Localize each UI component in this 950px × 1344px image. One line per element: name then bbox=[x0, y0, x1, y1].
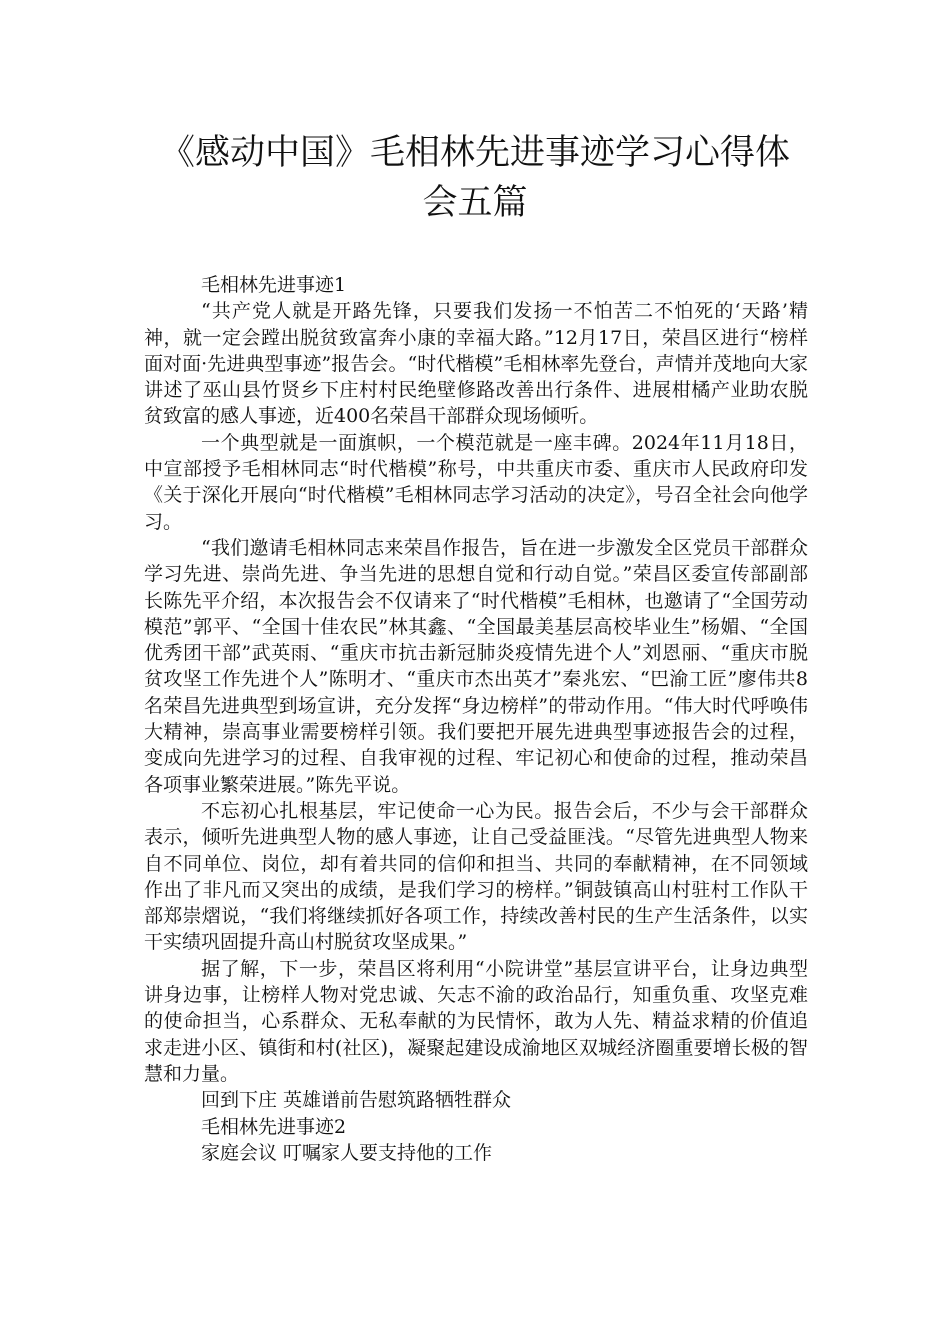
document-title bbox=[120, 128, 830, 228]
body-paragraph: 一个典型就是一面旗帜，一个模范就是一座丰碑。2024年11月18日，中宣部授予毛相林同志“时代楷模”称号，中共重庆市委、重庆市人民政府印发《关于深化开展向“时代楷模”毛相林同志学习活动的决定》，号召全社会向他学习。 bbox=[144, 431, 808, 533]
body-paragraph: 不忘初心扎根基层，牢记使命一心为民。报告会后，不少与会干部群众表示，倾听先进典型人物的感人事迹，让自己受益匪浅。“尽管先进典型人物来自不同单位、岗位，却有着共同的信仰和担当、共同的奉献精神，在不同领域作出了非凡而又突出的成绩，是我们学习的榜样。”铜鼓镇高山村驻村工作队干部郑崇熠说，“我们将继续抓好各项工作，持续改善村民的生产生活条件，以实干实绩巩固提升高山村脱贫攻坚成果。” bbox=[144, 799, 808, 954]
section-heading: 毛相林先进事迹1 bbox=[201, 274, 347, 296]
title-line-2: 会五篇 bbox=[422, 183, 528, 223]
subheading: 家庭会议 叮嘱家人要支持他的工作 bbox=[201, 1141, 493, 1164]
body-paragraph: “共产党人就是开路先锋，只要我们发扬一不怕苦二不怕死的‘天路’精神，就一定会蹚出脱贫致富奔小康的幸福大路。”12月17日，荣昌区进行“榜样面对面·先进典型事迹”报告会。“时代楷模”毛相林率先登台，声情并茂地向大家讲述了巫山县竹贤乡下庄村村民绝壁修路改善出行条件、进展柑橘产业助农脱贫致富的感人事迹，近400名荣昌干部群众现场倾听。 bbox=[144, 300, 808, 428]
subheading: 回到下庄 英雄谱前告慰筑路牺牲群众 bbox=[201, 1089, 512, 1112]
section-heading: 毛相林先进事迹2 bbox=[201, 1115, 347, 1138]
body-paragraph: “我们邀请毛相林同志来荣昌作报告，旨在进一步激发全区党员干部群众学习先进、崇尚先进、争当先进的思想自觉和行动自觉。”荣昌区委宣传部副部长陈先平介绍，本次报告会不仅请来了“时代楷模”毛相林，也邀请了“全国劳动模范”郭平、“全国十佳农民”林其鑫、“全国最美基层高校毕业生”杨媚、“全国优秀团干部”武英雨、“重庆市抗击新冠肺炎疫情先进个人”刘恩丽、“重庆市脱贫攻坚工作先进个人”陈明才、“重庆市杰出英才”秦兆宏、“巴渝工匠”廖伟共8名荣昌先进典型到场宣讲，充分发挥“身边榜样”的带动作用。“伟大时代呼唤伟大精神，崇高事业需要榜样引领。我们要把开展先进典型事迹报告会的过程，变成向先进学习的过程、自我审视的过程、牢记初心和使命的过程，推动荣昌各项事业繁荣进展。”陈先平说。 bbox=[144, 536, 808, 796]
title-line-1: 《感动中国》毛相林先进事迹学习心得体 bbox=[159, 133, 790, 173]
document-body bbox=[144, 272, 808, 1166]
body-paragraph: 据了解，下一步，荣昌区将利用“小院讲堂”基层宣讲平台，让身边典型讲身边事，让榜样人物对党忠诚、矢志不渝的政治品行，知重负重、攻坚克难的使命担当，心系群众、无私奉献的为民情怀，敢为人先、精益求精的价值追求走进小区、镇街和村(社区)，凝聚起建设成渝地区双城经济圈重要增长极的智慧和力量。 bbox=[144, 957, 808, 1085]
